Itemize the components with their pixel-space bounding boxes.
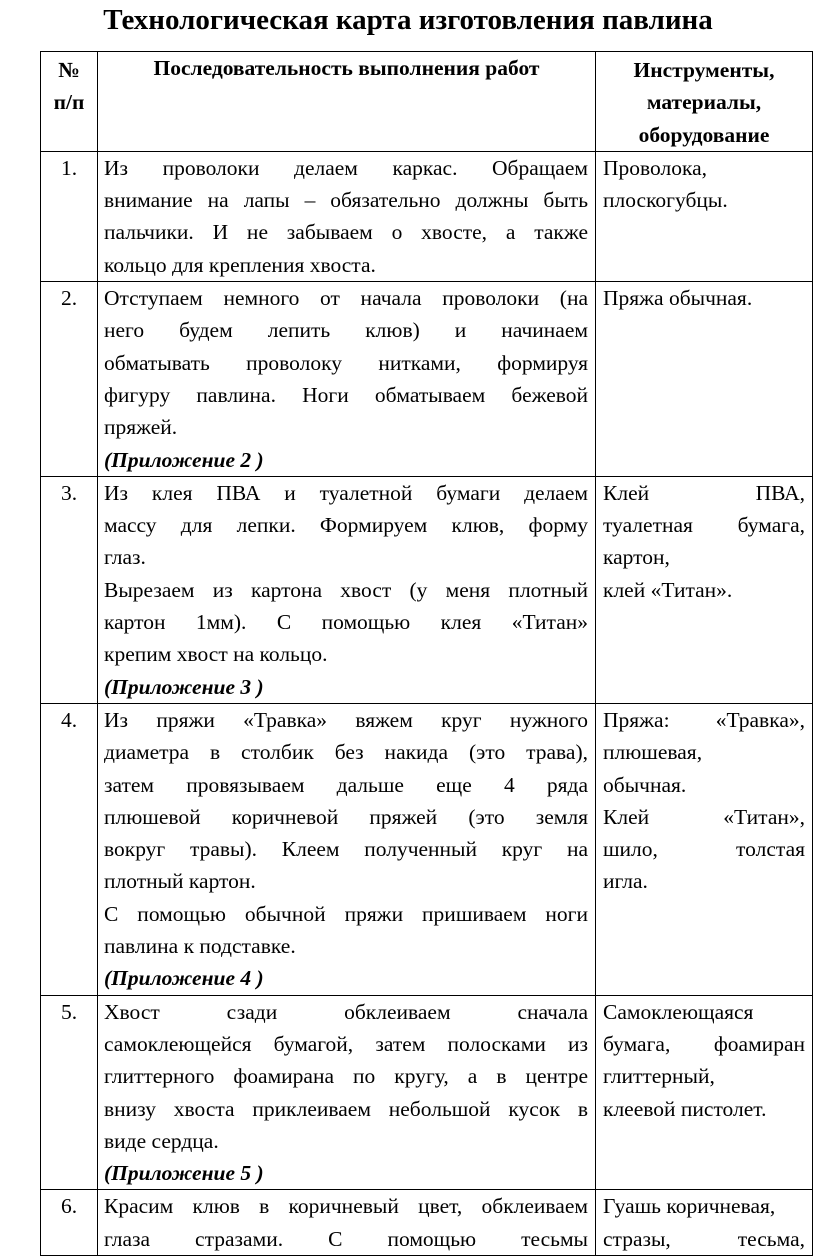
sequence-line: глаз. [104, 545, 146, 570]
sequence-line: картон 1мм). С помощью клея «Титан» [104, 610, 588, 635]
sequence-line: пальчики. И не забываем о хвосте, а также [104, 220, 588, 245]
sequence-line: Вырезаем из картона хвост (у меня плотный [104, 577, 588, 602]
tools-line: картон, [603, 545, 670, 570]
sequence-line: плюшевой коричневой пряжей (это земля [104, 804, 588, 829]
header-tools-line: Инструменты, [633, 58, 775, 82]
tools-line: шило, толстая [603, 837, 805, 862]
sequence-line: кольцо для крепления хвоста. [104, 252, 376, 277]
row-tools [596, 995, 813, 1190]
sequence-line: С помощью обычной пряжи пришиваем ноги [104, 901, 588, 926]
tools-line: глиттерный, [603, 1064, 715, 1089]
header-tools-line: материалы, [646, 90, 762, 115]
sequence-line: Красим клюв в коричневый цвет, обклеиваем [104, 1194, 588, 1219]
sequence-line: диаметра в столбик без накида (это трава), [104, 740, 588, 765]
row-tools [596, 703, 813, 995]
sequence-line: крепим хвост на кольцо. [104, 642, 328, 667]
tools-line: Гуашь коричневая, [603, 1194, 776, 1219]
sequence-line: внизу хвоста приклеиваем небольшой кусок в [104, 1096, 588, 1121]
appendix-reference: (Приложение 3 ) [104, 674, 264, 699]
technology-map-table [40, 51, 813, 1256]
sequence-line: плотный картон. [104, 869, 256, 894]
row-number: 1. [41, 151, 98, 281]
row-sequence [98, 476, 596, 703]
sequence-line: Из проволоки делаем каркас. Обращаем [104, 155, 588, 180]
appendix-reference: (Приложение 5 ) [104, 1161, 264, 1186]
table-row [41, 282, 813, 477]
header-tools-line: оборудование [638, 122, 770, 147]
row-tools [596, 151, 813, 281]
header-number-line: № [58, 58, 80, 82]
header-number-line: п/п [53, 90, 85, 115]
row-number: 3. [41, 476, 98, 703]
table-header-row [41, 52, 813, 152]
row-number: 2. [41, 282, 98, 477]
tools-line: Клей «Титан», [603, 804, 805, 829]
row-sequence [98, 151, 596, 281]
row-tools [596, 282, 813, 477]
tools-line: плюшевая, [603, 740, 703, 765]
tools-line: бумага, фоамиран [603, 1031, 805, 1056]
tools-line: Клей ПВА, [603, 480, 805, 505]
sequence-line: пряжей. [104, 415, 178, 440]
document-title: Технологическая карта изготовления павлина [103, 4, 713, 36]
row-sequence [98, 1190, 596, 1256]
tools-line: клей «Титан». [603, 577, 733, 602]
appendix-reference: (Приложение 4 ) [104, 966, 264, 991]
tools-line: игла. [603, 869, 648, 894]
sequence-line: Хвост сзади обклеиваем сначала [104, 999, 588, 1024]
sequence-line: Отступаем немного от начала проволоки (на [104, 286, 588, 311]
sequence-line: внимание на лапы – обязательно должны быть [104, 188, 588, 213]
table-row [41, 703, 813, 995]
tools-line: туалетная бумага, [603, 513, 805, 538]
tools-line: стразы, тесьма, [603, 1226, 805, 1251]
tools-line: Пряжа: «Травка», [603, 707, 805, 732]
row-tools [596, 1190, 813, 1256]
sequence-line: фигуру павлина. Ноги обматываем бежевой [104, 382, 588, 407]
tools-line: обычная. [603, 772, 687, 797]
row-tools [596, 476, 813, 703]
sequence-line: него будем лепить клюв) и начинаем [104, 318, 588, 343]
row-sequence [98, 282, 596, 477]
header-number [41, 52, 98, 152]
tools-line: плоскогубцы. [603, 188, 728, 213]
table-row [41, 995, 813, 1190]
sequence-line: самоклеющейся бумагой, затем полосками из [104, 1031, 588, 1056]
row-number: 5. [41, 995, 98, 1190]
table-row [41, 476, 813, 703]
header-sequence: Последовательность выполнения работ [98, 52, 596, 152]
tools-line: Самоклеющаяся [603, 999, 754, 1024]
sequence-line: глиттерного фоамирана по кругу, а в центре [104, 1064, 588, 1089]
header-tools [596, 52, 813, 152]
row-number: 6. [41, 1190, 98, 1256]
sequence-line: виде сердца. [104, 1128, 219, 1153]
row-sequence [98, 703, 596, 995]
tools-line: Проволока, [603, 155, 708, 180]
sequence-line: глаза стразами. С помощью тесьмы [104, 1226, 588, 1251]
sequence-line: массу для лепки. Формируем клюв, форму [104, 513, 588, 538]
row-number: 4. [41, 703, 98, 995]
sequence-line: павлина к подставке. [104, 934, 296, 959]
tools-line: Пряжа обычная. [603, 286, 753, 311]
table-row [41, 151, 813, 281]
sequence-line: Из пряжи «Травка» вяжем круг нужного [104, 707, 588, 732]
sequence-line: Из клея ПВА и туалетной бумаги делаем [104, 480, 588, 505]
appendix-reference: (Приложение 2 ) [104, 447, 264, 472]
tools-line: клеевой пистолет. [603, 1096, 767, 1121]
sequence-line: обматывать проволоку нитками, формируя [104, 350, 588, 375]
sequence-line: вокруг травы). Клеем полученный круг на [104, 837, 588, 862]
table-row [41, 1190, 813, 1256]
sequence-line: затем провязываем дальше еще 4 ряда [104, 772, 588, 797]
row-sequence [98, 995, 596, 1190]
